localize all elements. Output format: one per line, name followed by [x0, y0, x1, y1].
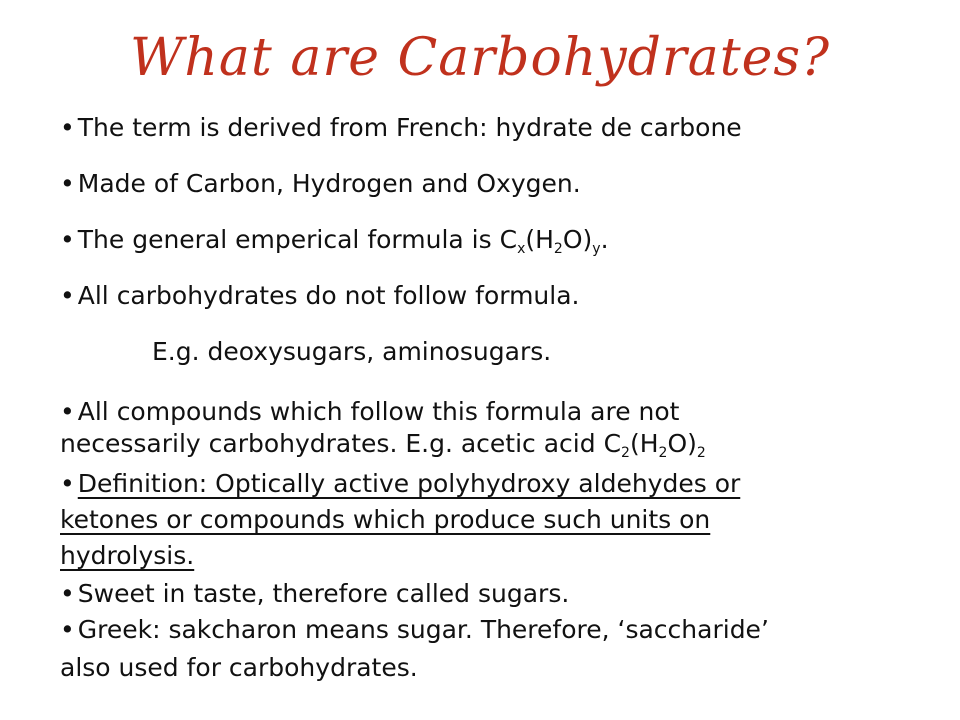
- acetic-close: O): [667, 429, 697, 458]
- bullet-text: Sweet in taste, therefore called sugars.: [77, 579, 570, 608]
- formula-y: y: [592, 241, 601, 257]
- definition-line2-row: [60, 504, 710, 536]
- greek-line2: also used for carbohydrates.: [60, 653, 418, 682]
- bullet-definition: [60, 468, 740, 500]
- bullet-marker: •: [60, 169, 75, 198]
- slide-title: What are Carbohydrates?: [129, 28, 830, 88]
- bullet-sweet: [60, 578, 569, 610]
- formula-end: .: [600, 225, 609, 254]
- bullet-not-necessarily: [60, 396, 679, 428]
- definition-line1: Definition: Optically active polyhydroxy aldehydes or: [77, 469, 741, 498]
- formula-open: (H: [525, 225, 554, 254]
- definition-line3: hydrolysis.: [60, 541, 195, 570]
- bullet-marker: •: [60, 397, 75, 426]
- bullet-text: Greek: sakcharon means sugar. Therefore, ‘saccharide’: [77, 615, 769, 644]
- bullet-marker: •: [60, 615, 75, 644]
- bullet-greek: [60, 614, 769, 646]
- not-necessarily-line2: [60, 428, 706, 460]
- exceptions-example: E.g. deoxysugars, aminosugars.: [152, 337, 552, 366]
- bullet-formula: [60, 224, 609, 256]
- bullet-marker: •: [60, 579, 75, 608]
- bullet-exceptions: [60, 280, 579, 312]
- formula-two: 2: [553, 241, 563, 257]
- bullet-marker: •: [60, 225, 75, 254]
- formula-prefix: The general emperical formula is: [77, 225, 500, 254]
- bullet-marker: •: [60, 113, 75, 142]
- formula-x: x: [517, 241, 526, 257]
- bullet-text: All carbohydrates do not follow formula.: [77, 281, 580, 310]
- formula-c: C: [499, 225, 518, 254]
- bullet-text: The term is derived from French: hydrate de carbone: [77, 113, 742, 142]
- definition-line3-row: [60, 540, 194, 572]
- bullet-derivation: [60, 112, 742, 144]
- acetic-sub2: 2: [658, 445, 668, 461]
- bullet-text: All compounds which follow this formula are not: [77, 397, 680, 426]
- bullet-marker: •: [60, 281, 75, 310]
- acetic-c: C: [603, 429, 622, 458]
- acetic-sub3: 2: [696, 445, 706, 461]
- bullet-elements: [60, 168, 581, 200]
- formula-close: O): [562, 225, 593, 254]
- definition-line2: ketones or compounds which produce such units on: [60, 505, 711, 534]
- acetic-sub1: 2: [621, 445, 630, 461]
- acetic-open: (H: [629, 429, 659, 458]
- bullet-text: Made of Carbon, Hydrogen and Oxygen.: [77, 169, 581, 198]
- line-text: necessarily carbohydrates. E.g. acetic acid: [60, 429, 604, 458]
- bullet-marker: •: [60, 469, 75, 498]
